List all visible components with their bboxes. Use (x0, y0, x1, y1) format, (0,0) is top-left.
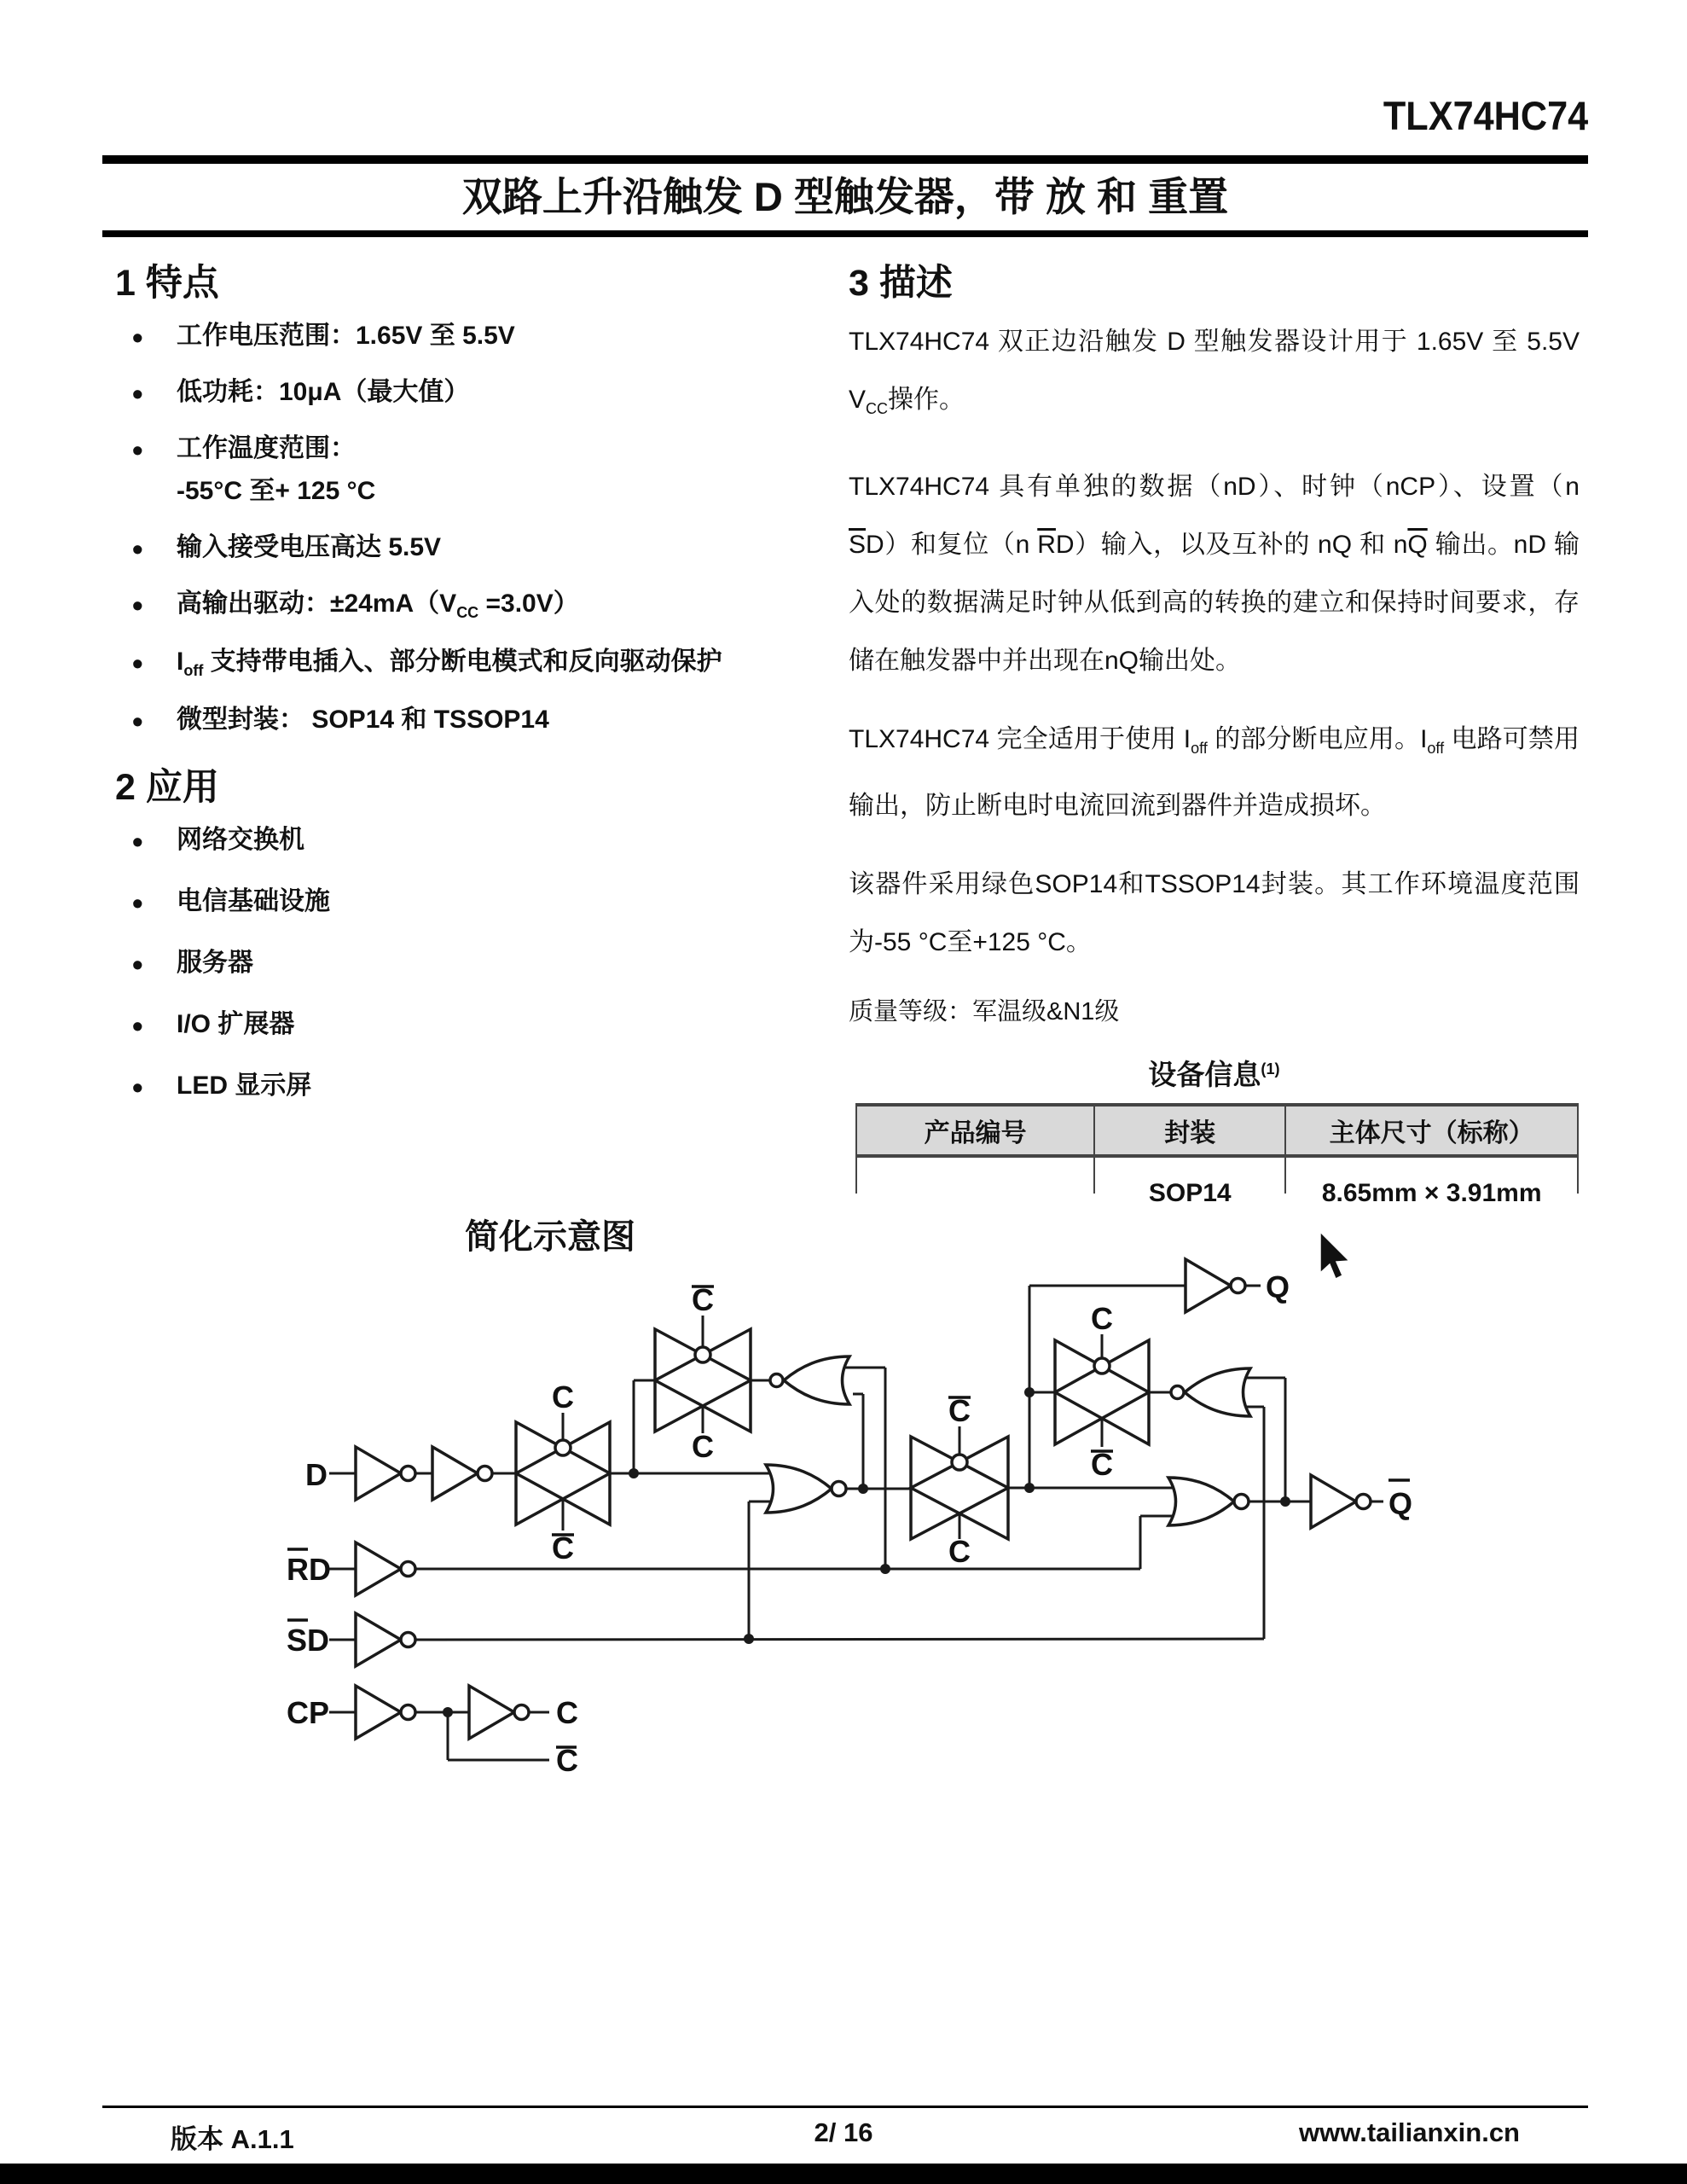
application-item: • LED 显示屏 (115, 1068, 825, 1104)
footer-website: www.tailianxin.cn (1299, 2117, 1520, 2147)
cell-package: SOP14 (1148, 1179, 1232, 1207)
feature-item: • 输入接受电压高达 5.5V (115, 530, 825, 566)
transmission-gate-4 (911, 1437, 1008, 1539)
part-number: TLX74HC74 (1383, 93, 1588, 138)
footer-page-number: 2/ 16 (814, 2117, 873, 2147)
footnote-ref: (1) (1261, 1060, 1280, 1077)
schematic-wires (329, 1286, 1383, 1760)
quality-grade-line: 质量等级：军温级&N1级 (849, 998, 1120, 1025)
footer-bottom-bar (0, 2164, 1687, 2184)
right-column (849, 254, 1580, 1207)
label-c: C (1091, 1301, 1113, 1336)
label-cbar: C (556, 1743, 578, 1778)
cell-body-size: 8.65mm × 3.91mm (1321, 1179, 1542, 1207)
device-info-table (855, 1103, 1579, 1207)
applications-list (115, 822, 825, 1104)
features-list (115, 318, 825, 738)
schematic-labels (287, 1269, 1412, 1778)
cell-part-number (858, 1159, 1093, 1181)
inverter-cp1 (356, 1686, 415, 1739)
nor-gate-master-forward (766, 1465, 846, 1513)
feature-item: • 低功耗：10μA（最大值） (115, 375, 825, 410)
mouse-cursor (1320, 1232, 1349, 1279)
description-heading: 3 描述 (849, 263, 953, 304)
feature-item: • 工作电压范围：1.65V 至 5.5V (115, 318, 825, 354)
description-paragraph: TLX74HC74 双正边沿触发 D 型触发器设计用于 1.65V 至 5.5V $V_{CC}$操作。 (849, 328, 1580, 417)
label-c: C (948, 1534, 971, 1569)
col-header-package: 封装 (1094, 1105, 1285, 1156)
feature-item-continuation: -55°C 至+ 125 °C (177, 477, 376, 505)
label-c: C (556, 1695, 578, 1730)
inverter-q (1186, 1259, 1245, 1312)
label-sd: SD (287, 1623, 330, 1658)
inverter-d2 (432, 1447, 492, 1500)
inverter-sd (356, 1613, 415, 1666)
applications-heading: 2 应用 (115, 767, 219, 809)
feature-item: • $I_{off}$ 支持带电插入、部分断电模式和反向驱动保护 (115, 644, 825, 682)
device-info-title: 设备信息$^{(1)}$ (1148, 1059, 1280, 1090)
label-rd: RD (287, 1552, 331, 1587)
transmission-gates (516, 1329, 1149, 1539)
nor-gates (766, 1356, 1250, 1525)
label-qbar: Q (1388, 1486, 1413, 1521)
label-cp: CP (287, 1695, 330, 1730)
feature-item: • 工作温度范围： -55°C 至+ 125 °C (115, 431, 825, 509)
page-title: 双路上升沿触发 D 型触发器，带 放 和 重置 (461, 174, 1229, 219)
title-rule (102, 230, 1588, 237)
inverter-cp2 (469, 1686, 529, 1739)
label-d: D (305, 1457, 328, 1492)
left-column (115, 254, 825, 1130)
footer-rule (102, 2106, 1588, 2108)
inverter-rd (356, 1542, 415, 1595)
description-paragraph: TLX74HC74 完全适用于使用 $I_{off}$ 的部分断电应用。$I_{off}$ 电路可禁用输出，防止断电时电流回流到器件并造成损坏。 (849, 725, 1580, 820)
label-cbar: C (1091, 1447, 1113, 1482)
application-item: • 电信基础设施 (115, 884, 825, 920)
nor-gate-slave-forward (1168, 1478, 1249, 1525)
col-header-part-number: 产品编号 (856, 1105, 1094, 1156)
nor-gate-master-feedback (770, 1356, 849, 1404)
feature-item: • 微型封装： SOP14 和 TSSOP14 (115, 702, 825, 738)
label-c: C (692, 1429, 714, 1464)
transmission-gate-2 (655, 1329, 751, 1432)
label-cbar: C (692, 1282, 714, 1317)
description-paragraph: TLX74HC74 具有单独的数据（nD）、时钟（nCP）、设置（n $\overline{S}D$）和复位（n $\overline{R}D$）输入，以及互补的 nQ 和 $n\overline{Q}$ 输出。nD 输入处的数据满足时钟从低到高的转换的建立和保持时间要求，存储在触发器中并出现在nQ输出处。 (849, 473, 1580, 675)
transmission-gate-3 (1055, 1340, 1149, 1444)
nor-gate-slave-feedback (1171, 1368, 1250, 1416)
feature-item: • 高输出驱动：$\pm 24mA(V_{CC} =3.0V)$ (115, 586, 825, 624)
application-item: • 服务器 (115, 945, 825, 981)
device-info (849, 1053, 1580, 1207)
label-cbar: C (948, 1393, 971, 1428)
inverter-d1 (356, 1447, 415, 1500)
label-q: Q (1266, 1269, 1290, 1304)
transmission-gate-1 (516, 1422, 610, 1525)
col-header-body-size: 主体尺寸（标称） (1285, 1105, 1578, 1156)
table-row-clipped (856, 1156, 1578, 1194)
features-heading: 1 特点 (115, 263, 219, 304)
description-paragraph: 该器件采用绿色SOP14和TSSOP14封装。其工作环境温度范围为-55 °C至+125 °C。 (849, 870, 1580, 956)
application-item: • 网络交换机 (115, 822, 825, 858)
inverters (356, 1259, 1371, 1739)
header-rule (102, 155, 1588, 164)
schematic-caption: 简化示意图 (465, 1218, 635, 1256)
junction-dots (443, 1387, 1290, 1717)
label-c: C (552, 1380, 574, 1414)
inverter-qbar (1311, 1475, 1371, 1528)
label-cbar: C (552, 1531, 574, 1565)
application-item: • I/O 扩展器 (115, 1007, 825, 1043)
footer-version: 版本 A.1.1 (171, 2124, 294, 2154)
